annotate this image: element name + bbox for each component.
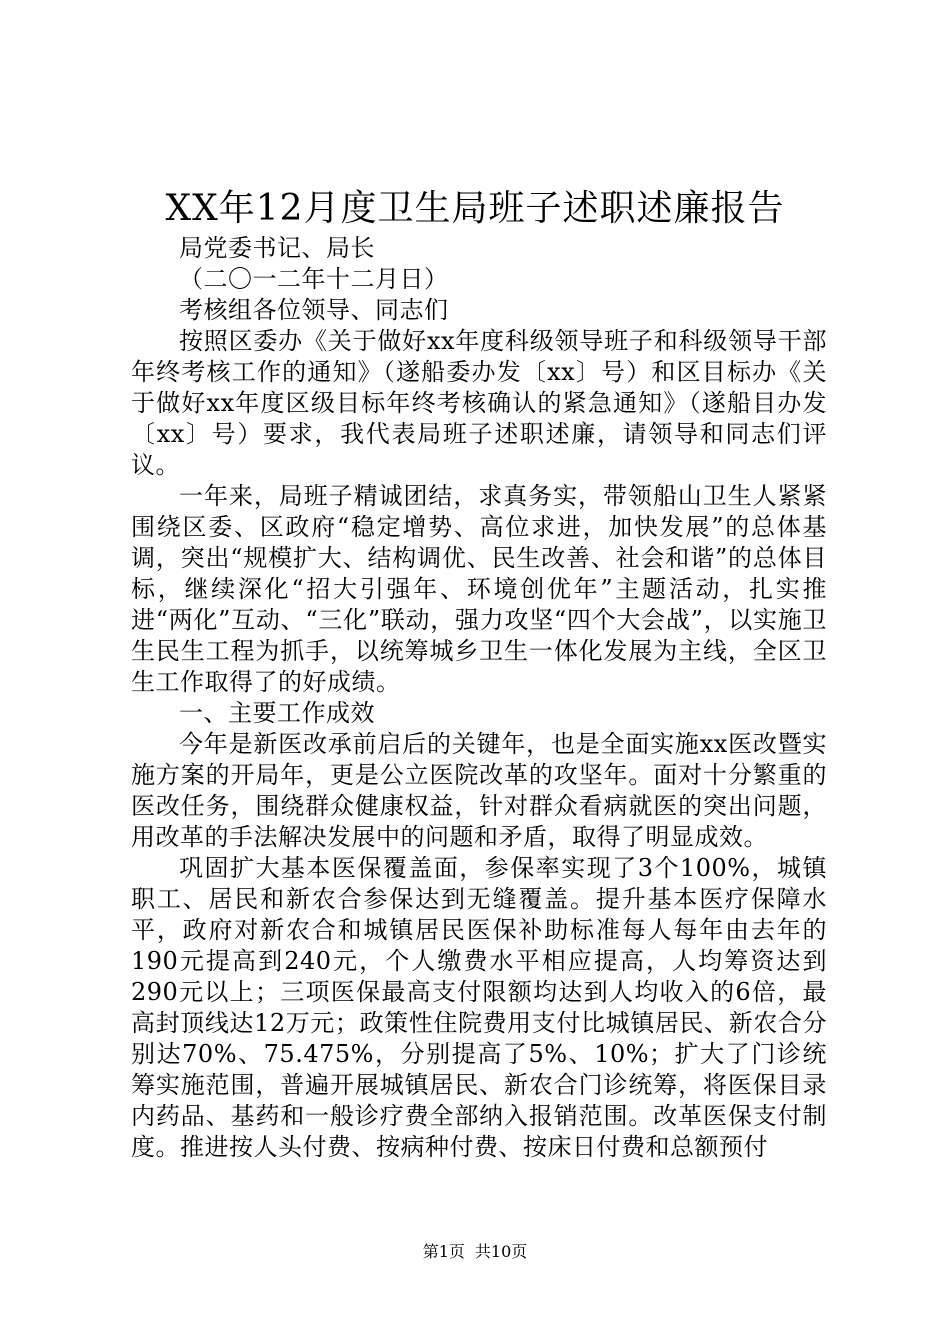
document-title: XX年12月度卫生局班子述职述廉报告 [165, 188, 785, 229]
page-number: 第1页 [422, 1242, 465, 1261]
date-line: （二〇一二年十二月日） [179, 265, 449, 293]
page-total: 共10页 [474, 1242, 528, 1261]
insurance-paragraph: 巩固扩大基本医保覆盖面，参保率实现了3个100%，城镇职工、居民和新农合参保达到无缝覆盖。提升基本医疗保障水平，政府对新农合和城镇居民医保补助标准每人每年由去年的190元提高到240元，个人缴费水平相应提高，人均筹资达到290元以上；三项医保最高支付限额均达到人均收入的6倍，最高封顶线达12万元；政策性住院费用支付比城镇居民、新农合分别达70%、75.475%，分别提高了5%、10%；扩大了门诊统筹实施范围，普遍开展城镇居民、新农合门诊统筹，将医保目录内药品、基药和一般诊疗费全部纳入报销范围。改革医保支付制度。推进按人头付费、按病种付费、按床日付费和总额预付 [131, 854, 827, 1161]
author-line: 局党委书记、局长 [179, 234, 375, 262]
salutation-line: 考核组各位领导、同志们 [179, 296, 449, 324]
intro-paragraph: 按照区委办《关于做好xx年度科级领导班子和科级领导干部年终考核工作的通知》（遂船委办发〔xx〕号）和区目标办《关于做好xx年度区级目标年终考核确认的紧急通知》（遂船目办发〔xx〕号）要求，我代表局班子述职述廉，请领导和同志们评议。 [131, 327, 827, 479]
summary-paragraph: 一年来，局班子精诚团结，求真务实，带领船山卫生人紧紧围绕区委、区政府“稳定增势、高位求进，加快发展”的总体基调，突出“规模扩大、结构调优、民生改善、社会和谐”的总体目标，继续深化“招大引强年、环境创优年”主题活动，扎实推进“两化”互动、“三化”联动，强力攻坚“四个大会战”，以实施卫生民生工程为抓手，以统筹城乡卫生一体化发展为主线，全区卫生工作取得了的好成绩。 [131, 482, 827, 696]
reform-paragraph: 今年是新医改承前启后的关键年，也是全面实施xx医改暨实施方案的开局年，更是公立医院改革的攻坚年。面对十分繁重的医改任务，围绕群众健康权益，针对群众看病就医的突出问题，用改革的手法解决发展中的问题和矛盾，取得了明显成效。 [131, 730, 827, 851]
section-heading: 一、主要工作成效 [179, 699, 375, 727]
page-footer [0, 1240, 950, 1264]
document-body [131, 233, 827, 1163]
